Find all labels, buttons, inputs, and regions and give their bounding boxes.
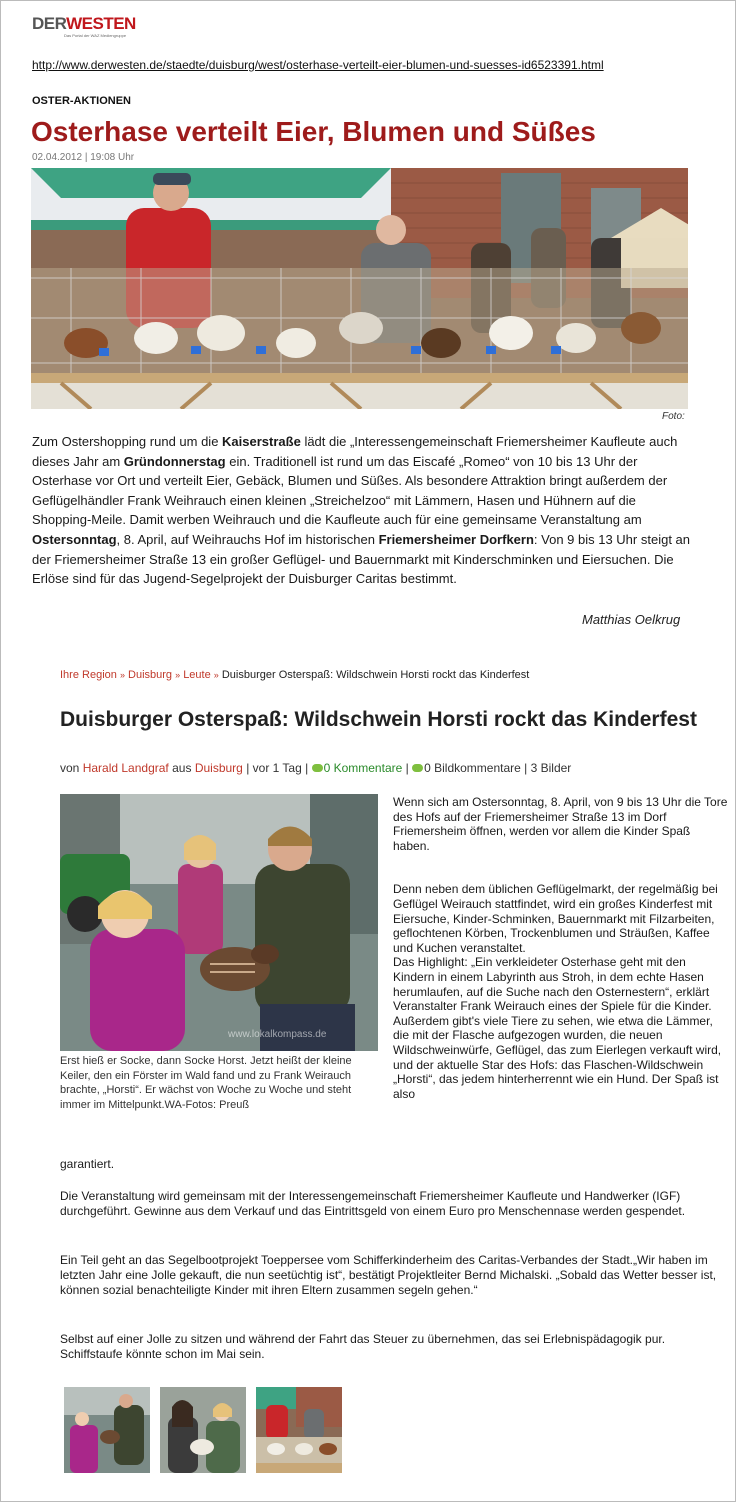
body-segment: ein. Traditionell ist rund um das Eiscafé „Romeo“ von 10 bis 13 Uhr der Osterhase vor Ort und verteilt Eier, Gebäck, Blumen und Süßes. Als besondere Attraktion bringt außerdem der Geflügelhändler Frank Weihrauch einen kleinen „Streichelzoo“ mit Lämmern, Hasen und Hühnern auf die Shopping-Meile. Damit werben Weihrauch und die Kaufleute auch für eine gemeinsame Veranstaltung am (32, 453, 668, 528)
derwesten-logo[interactable] (32, 14, 136, 40)
comments-link[interactable] (312, 761, 403, 775)
breadcrumb-separator: » (119, 670, 125, 680)
comment-bubble-icon (412, 764, 423, 772)
article2-column (393, 795, 728, 1101)
article2-title: Duisburger Osterspaß: Wildschwein Horsti rockt das Kinderfest (60, 708, 697, 731)
body-bold-gruendonnerstag: Gründonnerstag (123, 453, 226, 469)
source-url[interactable]: http://www.derwesten.de/staedte/duisburg/west/osterhase-verteilt-eier-blumen-und-suesses-id6523391.html (32, 58, 604, 72)
column-paragraph-3: Das Highlight: „Ein verkleideter Osterhase geht mit den Kindern in einem Labyrinth aus Stroh, in dem echte Hasen herumlaufen, auf die Suche nach den Osternestern“, erklärt Veranstalter Frank Weirauch eines der Spiele für die Kinder. Außerdem gibt's viele Tiere zu sehen, wie etwa die Lämmer, die mit der Flasche aufgezogen wurden, die neuen Wildschweinwürfe, Geflügel, das zum Eierlegen verkauft wird, und der aktuelle Star des Hofs: das Flaschen-Wildschwein „Horsti“, das jedem hinterherrennt wie ein Hund. Der Spaß ist also (393, 955, 722, 1101)
body-segment: lädt die „Interessengemeinschaft Friemersheimer Kaufleute auch dieses Jahr am (32, 434, 678, 469)
body-segment: Zum Ostershopping rund um die (32, 434, 223, 449)
image-comments-label: 0 Bildkommentare (424, 761, 521, 775)
article-author: Matthias Oelkrug (582, 612, 681, 627)
article-body (32, 432, 692, 589)
body-bold-dorfkern: Friemersheimer Dorfkern (378, 531, 534, 547)
byline (60, 761, 571, 775)
article-date: 02.04.2012 | 19:08 Uhr (32, 152, 135, 163)
image-count: | 3 Bilder (524, 761, 572, 775)
market-photo (31, 168, 688, 409)
body-bold-ostersonntag: Ostersonntag (32, 531, 117, 547)
photo-watermark: www.lokalkompass.de (228, 1029, 327, 1040)
byline-sep: | (405, 761, 409, 775)
logo-der: DER (32, 14, 67, 33)
body-segment: : Von 9 bis 13 Uhr steigt an der Friemersheimer Straße 13 ein großer Geflügel- und Bauernmarkt mit Kinderschminken und Eiersuchen. Die Erlöse sind für das Jugend-Segelprojekt der Duisburger Caritas bestimmt. (32, 531, 691, 587)
photo-caption: Erst hieß er Socke, dann Socke Horst. Jetzt heißt der kleine Keiler, den ein Förster im Wald fand und zu Frank Weirauch brachte, „Horsti“. Er wächst von Woche zu Woche und steht immer im Mittelpunkt.WA-Fotos: Preuß (60, 1055, 352, 1111)
breadcrumb-link-region[interactable]: Ihre Region (60, 669, 117, 681)
byline-place-link[interactable]: Duisburg (194, 761, 243, 775)
paragraph-segelboot: Ein Teil geht an das Segelbootprojekt Toeppersee vom Schifferkinderheim des Caritas-Verbandes der Stadt.„Wir haben im letzten Jahr eine Jolle gekauft, die nun seetüchtig ist“, bestätigt Projektleiter Bernd Michalski. „Sobald das Wetter besser ist, können sozial benachteiligte Kinder mit ihren Eltern zusammen segeln gehen.“ (60, 1253, 717, 1297)
gallery-thumbnail-2[interactable] (160, 1387, 246, 1473)
breadcrumb-link-duisburg[interactable]: Duisburg (128, 669, 173, 681)
gallery-thumbnail-1[interactable] (64, 1387, 150, 1473)
body-bold-kaiserstrasse: Kaiserstraße (222, 434, 301, 449)
byline-time: | vor 1 Tag | (246, 761, 309, 775)
byline-von: von (60, 761, 80, 775)
logo-westen: WESTEN (66, 14, 136, 33)
paragraph-igf: Die Veranstaltung wird gemeinsam mit der Interessengemeinschaft Friemersheimer Kaufleute und Handwerker (IGF) durchgeführt. Gewinne aus dem Verkauf und das Eintrittsgeld von einem Euro pro Menschennase werden gespendet. (60, 1189, 686, 1218)
breadcrumb-current: Duisburger Osterspaß: Wildschwein Horsti rockt das Kinderfest (221, 669, 530, 681)
byline-author-link[interactable]: Harald Landgraf (82, 761, 169, 775)
gallery-thumbnail-3[interactable] (256, 1387, 342, 1473)
horsti-photo[interactable] (60, 794, 378, 1051)
column-paragraph-1: Wenn sich am Ostersonntag, 8. April, von 9 bis 13 Uhr die Tore des Hofs auf der Friemersheimer Straße 13 im Dorf Friemersheim öffnen, werden vor allem die Kinder Spaß haben. (393, 795, 728, 853)
comment-bubble-icon (312, 764, 323, 772)
breadcrumb-separator: » (213, 670, 219, 680)
article-title: Osterhase verteilt Eier, Blumen und Süßes (31, 116, 596, 147)
photo-credit: Foto: (662, 411, 685, 422)
byline-aus: aus (172, 761, 192, 775)
image-comments[interactable] (412, 761, 521, 775)
article-kicker: OSTER-AKTIONEN (32, 95, 131, 107)
comments-label: 0 Kommentare (323, 761, 403, 775)
breadcrumb (60, 669, 529, 681)
body-segment: , 8. April, auf Weihrauchs Hof im historischen (116, 531, 379, 547)
breadcrumb-separator: » (175, 670, 181, 680)
paragraph-jolle: Selbst auf einer Jolle zu sitzen und während der Fahrt das Steuer zu übernehmen, das sei Erlebnispädagogik pur. Schiffstaufe könnte schon im Mai sein. (60, 1332, 666, 1361)
column-paragraph-2: Denn neben dem üblichen Geflügelmarkt, der regelmäßig bei Geflügel Weirauch stattfindet, wird ein großes Kinderfest mit Eiersuche, Kinder-Schminken, Bauernmarkt mit Filzarbeiten, geflochtenen Körben, Trockenblumen und Sträußen, Kaffee und Kuchen veranstaltet. (393, 882, 718, 955)
logo-tagline: Das Portal der WAZ Mediengruppe (64, 33, 127, 38)
breadcrumb-link-leute[interactable]: Leute (183, 669, 211, 681)
continued-text: garantiert. (60, 1157, 115, 1171)
